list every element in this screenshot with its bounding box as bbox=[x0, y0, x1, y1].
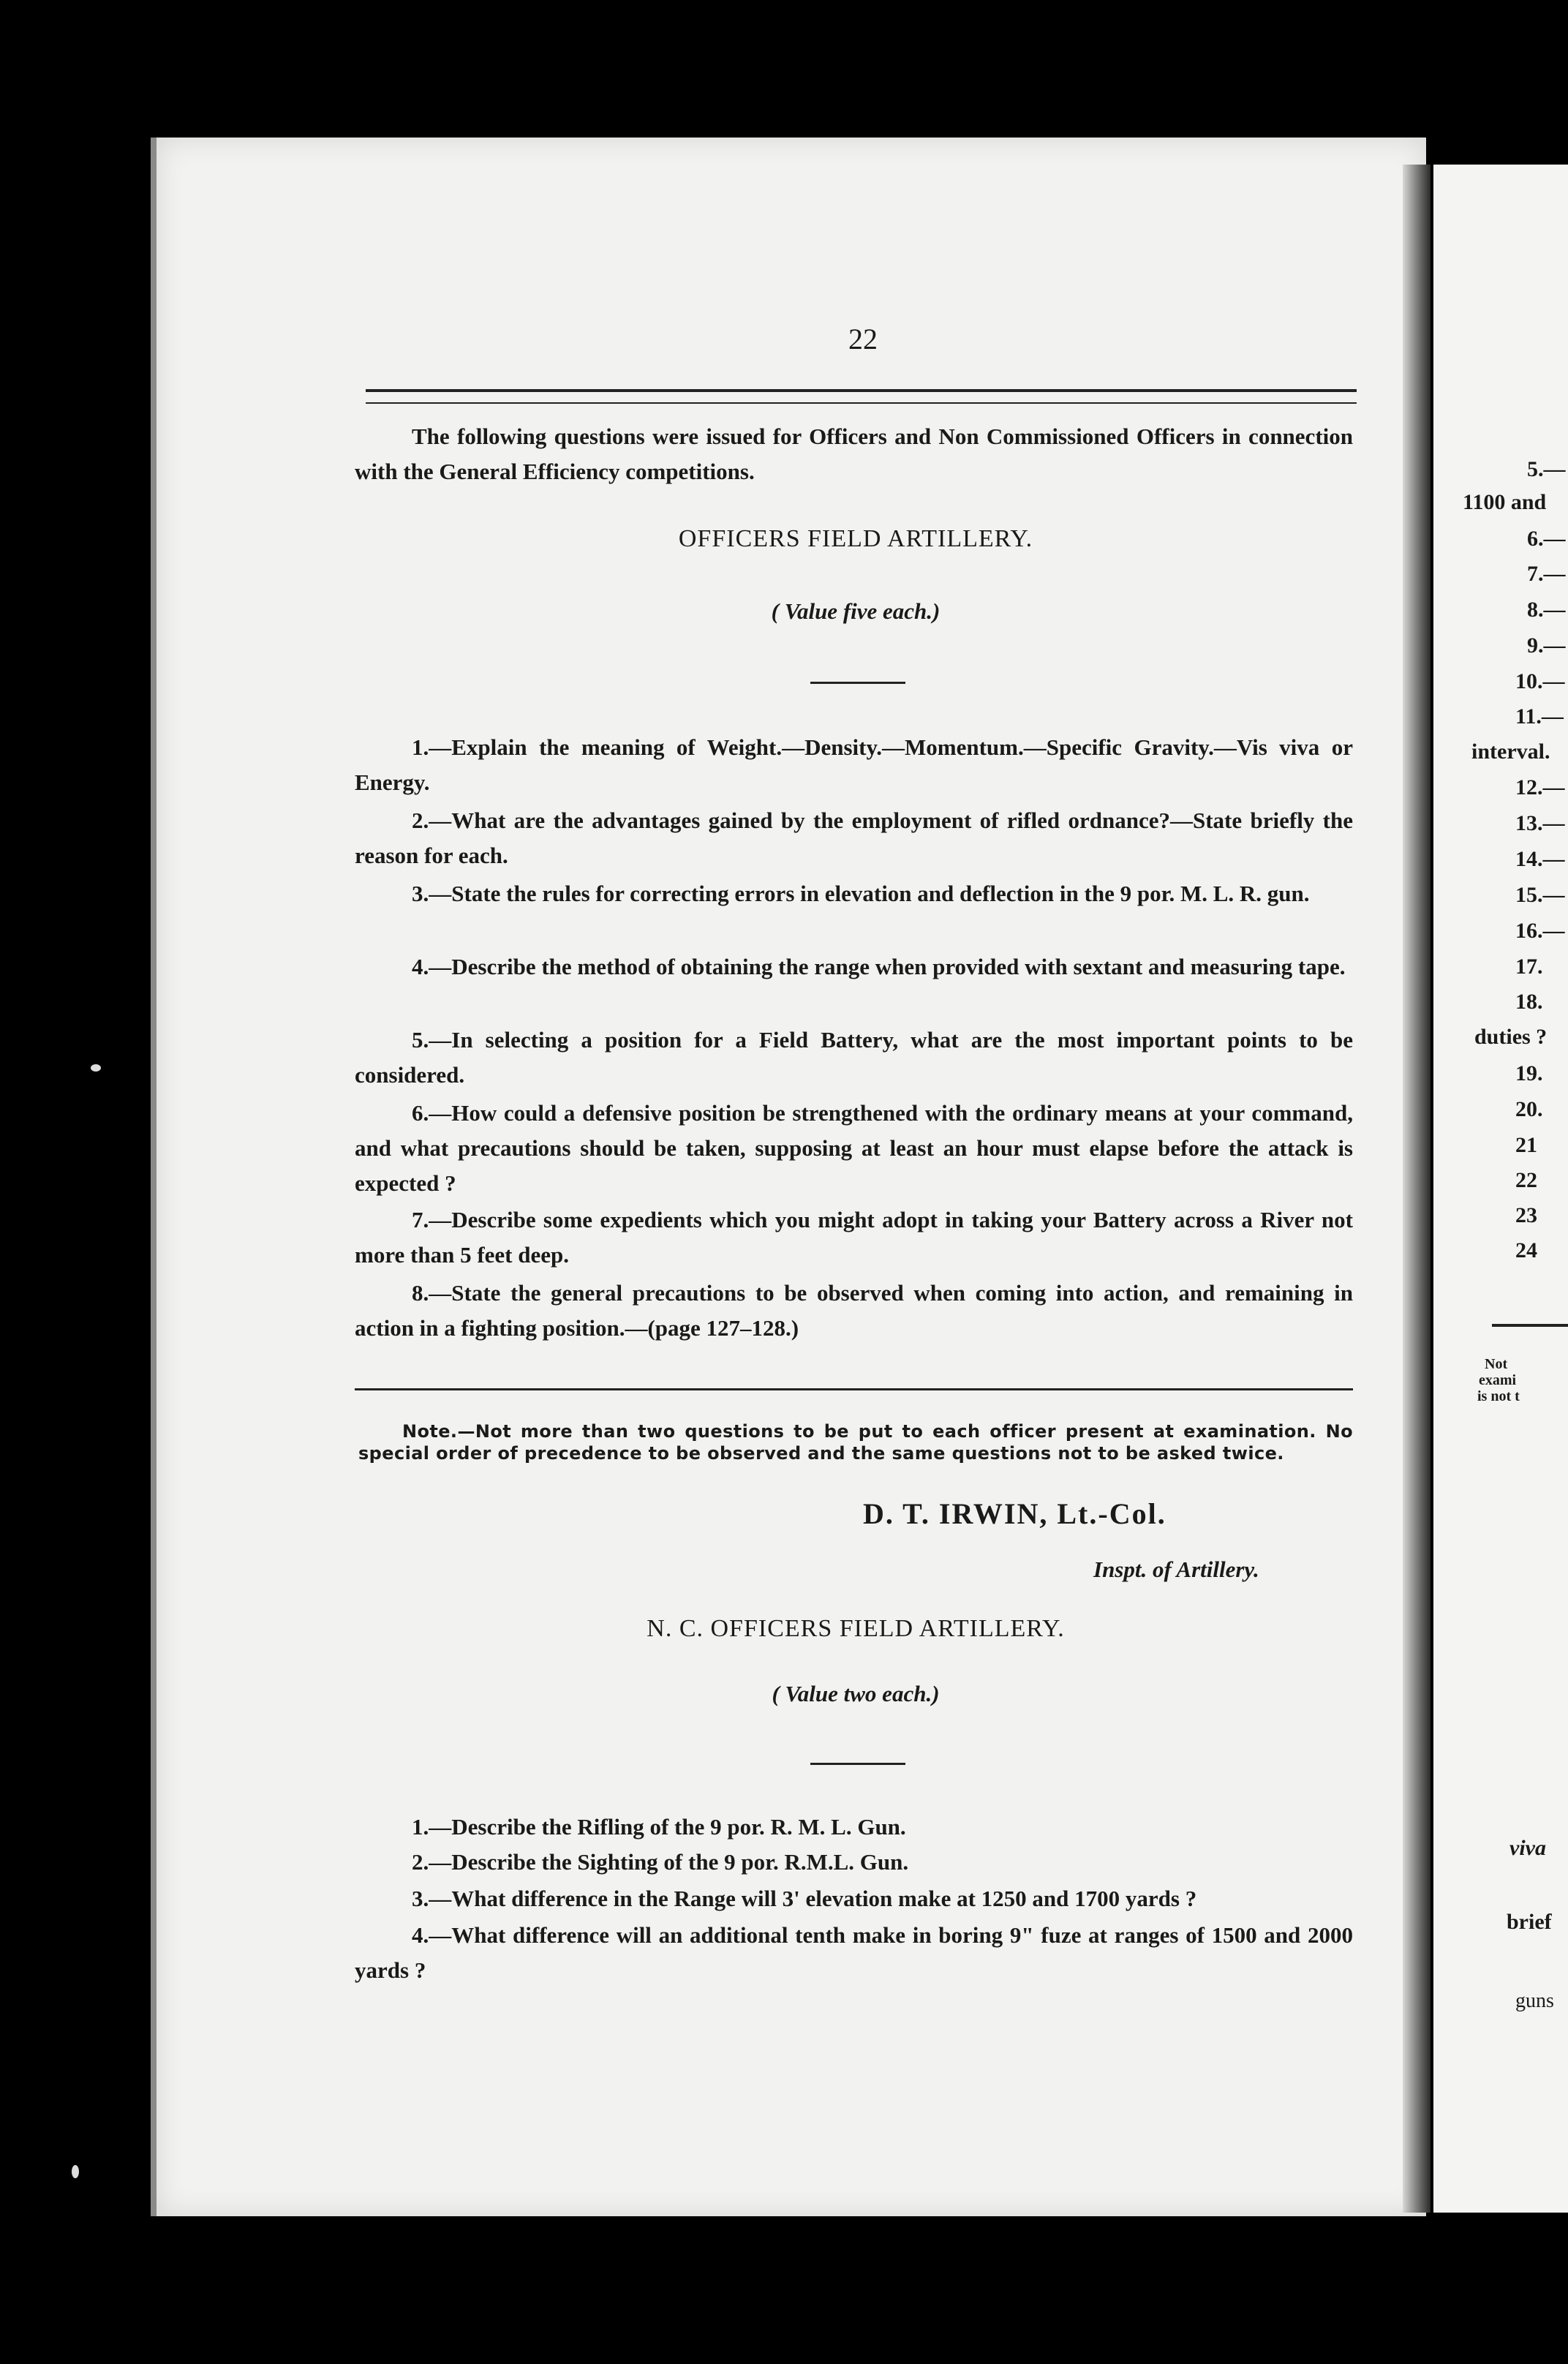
adjacent-fragment: viva bbox=[1509, 1836, 1546, 1860]
signature-title: Inspt. of Artillery. bbox=[1093, 1556, 1259, 1582]
question-item: 3.—What difference in the Range will 3' elevation make at 1250 and 1700 yards ? bbox=[412, 1886, 1197, 1911]
adjacent-fragment: 20. bbox=[1515, 1097, 1543, 1121]
question-item: 1.—Describe the Rifling of the 9 por. R. M. L. Gun. bbox=[412, 1814, 906, 1840]
adjacent-fragment: 1100 and bbox=[1463, 490, 1547, 514]
header-rule bbox=[366, 389, 1357, 404]
adjacent-fragment: guns bbox=[1515, 1990, 1554, 2012]
adjacent-note: is not t bbox=[1477, 1388, 1520, 1404]
adjacent-note: Not bbox=[1485, 1356, 1508, 1372]
scan-speck bbox=[91, 1064, 101, 1072]
question-item: 4.—What difference will an additional tenth make in boring 9" fuze at ranges of 1500 and 2000 yards ? bbox=[355, 1922, 1353, 1983]
adjacent-fragment: 10.— bbox=[1515, 669, 1565, 693]
scan-speck bbox=[72, 2165, 79, 2178]
adjacent-fragment: 22 bbox=[1515, 1168, 1537, 1192]
adjacent-fragment: 15.— bbox=[1515, 883, 1565, 907]
intro-paragraph: The following questions were issued for Officers and Non Commissioned Officers in connection with the General Efficiency competitions. bbox=[355, 424, 1353, 484]
section-value-nco: ( Value two each.) bbox=[772, 1681, 940, 1706]
section-title-nco: N. C. OFFICERS FIELD ARTILLERY. bbox=[647, 1615, 1065, 1642]
adjacent-fragment: 13.— bbox=[1515, 811, 1565, 835]
adjacent-fragment: 21 bbox=[1515, 1133, 1537, 1157]
book-spine bbox=[1403, 165, 1431, 2213]
question-item: 6.—How could a defensive position be strengthened with the ordinary means at your command, and what precautions should be taken, supposing at least an hour must elapse before the attack is expected ? bbox=[355, 1100, 1353, 1196]
adjacent-page bbox=[1433, 165, 1568, 2213]
question-item: 1.—Explain the meaning of Weight.—Density.—Momentum.—Specific Gravity.—Vis viva or Energy. bbox=[355, 734, 1353, 795]
adjacent-fragment: 12.— bbox=[1515, 775, 1565, 799]
note-text: Note.—Not more than two questions to be put to each officer present at examination. No special order of precedence to be observed and the same questions not to be asked twice. bbox=[358, 1421, 1353, 1464]
adjacent-fragment: 17. bbox=[1515, 955, 1543, 979]
adjacent-fragment: 6.— bbox=[1527, 527, 1566, 551]
adjacent-fragment: 11.— bbox=[1515, 704, 1564, 729]
section-value-officers: ( Value five each.) bbox=[771, 598, 941, 624]
adjacent-fragment: 7.— bbox=[1527, 562, 1566, 586]
section-divider bbox=[810, 1763, 905, 1765]
question-item: 5.—In selecting a position for a Field Battery, what are the most important points to be considered. bbox=[355, 1027, 1353, 1088]
adjacent-fragment: 14.— bbox=[1515, 847, 1565, 871]
adjacent-rule bbox=[1492, 1324, 1568, 1327]
adjacent-fragment: 23 bbox=[1515, 1203, 1537, 1227]
adjacent-fragment: 19. bbox=[1515, 1061, 1543, 1085]
adjacent-fragment: interval. bbox=[1471, 739, 1550, 764]
adjacent-fragment: brief bbox=[1507, 1910, 1552, 1934]
question-item: 7.—Describe some expedients which you might adopt in taking your Battery across a River not more than 5 feet deep. bbox=[355, 1207, 1353, 1268]
page-number: 22 bbox=[848, 323, 878, 355]
adjacent-fragment: 9.— bbox=[1527, 633, 1566, 658]
adjacent-note: exami bbox=[1479, 1372, 1517, 1388]
adjacent-fragment: duties ? bbox=[1474, 1025, 1548, 1049]
adjacent-fragment: 24 bbox=[1515, 1238, 1537, 1262]
adjacent-fragment: 5.— bbox=[1527, 457, 1566, 481]
signature-name: D. T. IRWIN, Lt.-Col. bbox=[863, 1497, 1166, 1530]
question-item: 4.—Describe the method of obtaining the range when provided with sextant and measuring tape. bbox=[412, 954, 1346, 979]
question-item: 8.—State the general precautions to be observed when coming into action, and remaining in action in a fighting position.—(page 127–128.) bbox=[355, 1280, 1353, 1341]
adjacent-fragment: 18. bbox=[1515, 990, 1543, 1014]
note-rule bbox=[355, 1388, 1353, 1390]
question-item: 2.—Describe the Sighting of the 9 por. R.M.L. Gun. bbox=[412, 1849, 909, 1875]
question-item: 3.—State the rules for correcting errors in elevation and deflection in the 9 por. M. L. R. gun. bbox=[412, 881, 1310, 906]
question-item: 2.—What are the advantages gained by the employment of rifled ordnance?—State briefly the reason for each. bbox=[355, 808, 1353, 868]
section-title-officers: OFFICERS FIELD ARTILLERY. bbox=[678, 525, 1033, 552]
adjacent-fragment: 8.— bbox=[1527, 598, 1566, 622]
adjacent-fragment: 16.— bbox=[1515, 919, 1565, 943]
section-divider bbox=[810, 682, 905, 684]
